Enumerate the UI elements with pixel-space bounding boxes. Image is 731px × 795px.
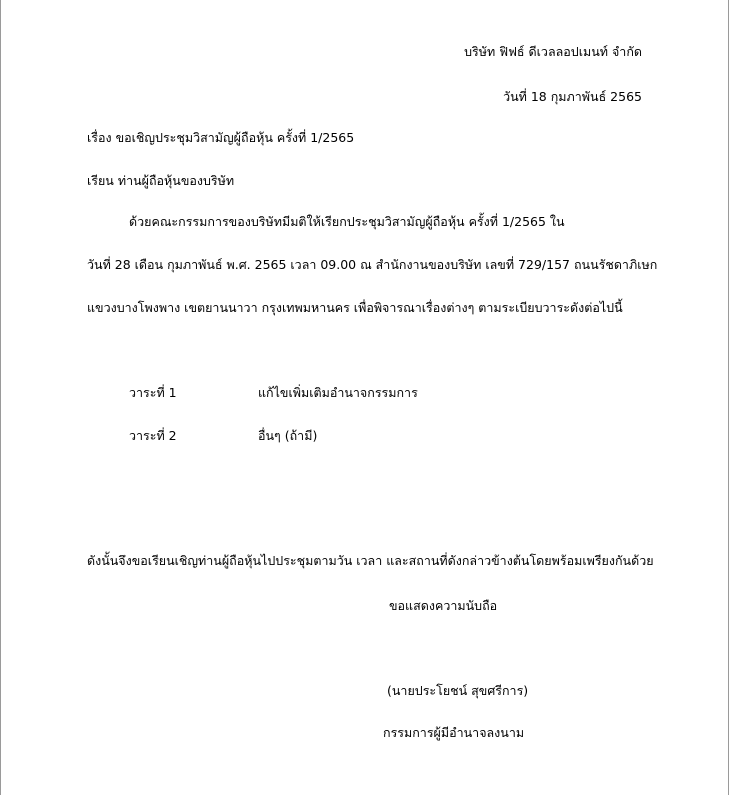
body-line-1: ด้วยคณะกรรมการของบริษัทมีมติให้เรียกประชุมวิสามัญผู้ถือหุ้น ครั้งที่ 1/2565 ใน <box>129 214 565 229</box>
body-line-2: วันที่ 28 เดือน กุมภาพันธ์ พ.ศ. 2565 เวลา 09.00 ณ สำนักงานของบริษัท เลขที่ 729/157 ถนนรัชดาภิเษก <box>87 257 658 272</box>
agenda-item-2-text: อื่นๆ (ถ้ามี) <box>258 428 318 443</box>
closing-text: ขอแสดงความนับถือ <box>389 598 498 613</box>
invitation-text: ดังนั้นจึงขอเรียนเชิญท่านผู้ถือหุ้นไปประชุมตามวัน เวลา และสถานที่ดังกล่าวข้างต้นโดยพร้อมเพรียงกันด้วย <box>87 553 654 568</box>
signatory-title: กรรมการผู้มีอำนาจลงนาม <box>383 725 525 740</box>
body-line-3: แขวงบางโพงพาง เขตยานนาวา กรุงเทพมหานคร เพื่อพิจารณาเรื่องต่างๆ ตามระเบียบวาระดังต่อไปนี้ <box>87 300 623 315</box>
agenda-item-1-number: วาระที่ 1 <box>129 385 177 400</box>
signatory-name: (นายประโยชน์ สุขศรีการ) <box>387 683 529 698</box>
agenda-item-2-number: วาระที่ 2 <box>129 428 177 443</box>
company-name: บริษัท ฟิฟธ์ ดีเวลลอปเมนท์ จำกัด <box>464 44 642 59</box>
letter-subject: เรื่อง ขอเชิญประชุมวิสามัญผู้ถือหุ้น ครั้งที่ 1/2565 <box>87 130 355 145</box>
agenda-item-1-text: แก้ไขเพิ่มเติมอำนาจกรรมการ <box>258 385 418 400</box>
letter-salutation: เรียน ท่านผู้ถือหุ้นของบริษัท <box>87 173 235 188</box>
letter-date: วันที่ 18 กุมภาพันธ์ 2565 <box>503 89 642 104</box>
